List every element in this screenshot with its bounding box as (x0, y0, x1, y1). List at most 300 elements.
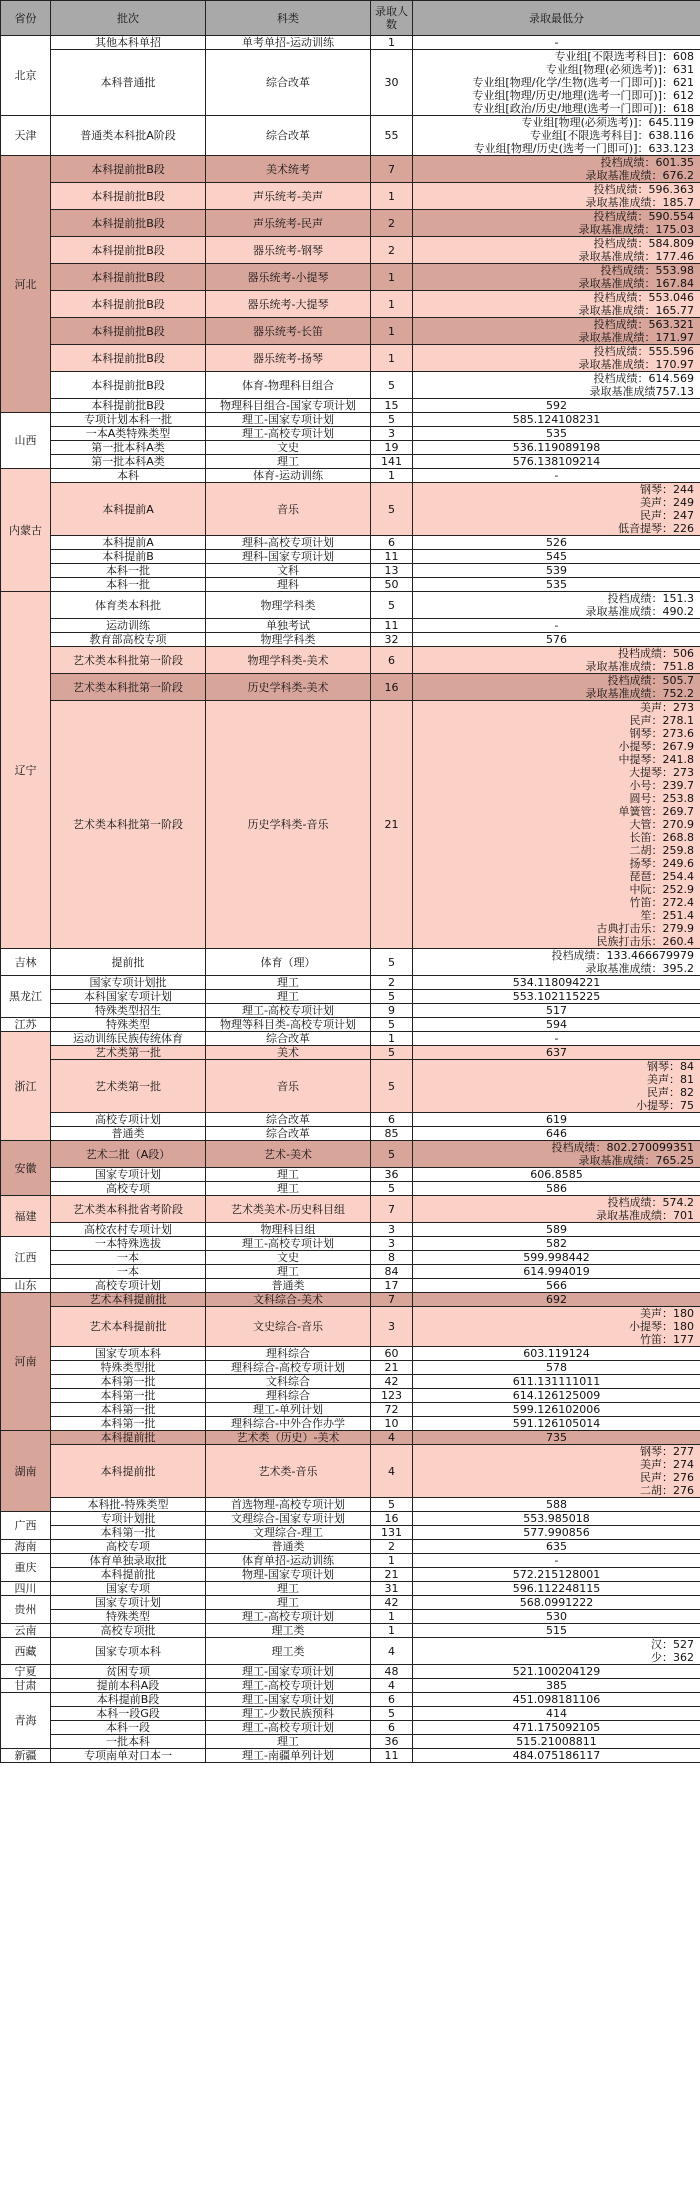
batch-cell: 本科提前批B段 (51, 399, 206, 413)
table-row (1, 455, 700, 469)
min-score-cell (413, 183, 700, 210)
count-cell: 16 (371, 1512, 413, 1526)
score-line: 录取基准成绩：490.2 (585, 605, 694, 618)
batch-cell: 高校专项计划 (51, 1113, 206, 1127)
subject-cell: 理科综合-中外合作办学 (206, 1417, 371, 1431)
subject-cell: 体育（理） (206, 949, 371, 976)
subject-cell: 单考单招-运动训练 (206, 36, 371, 50)
score-line: 民声：247 (640, 509, 694, 522)
subject-cell: 理工-南疆单列计划 (206, 1749, 371, 1763)
count-cell: 3 (371, 1307, 413, 1347)
min-score-cell (413, 564, 700, 578)
count-cell: 13 (371, 564, 413, 578)
count-cell: 1 (371, 345, 413, 372)
score-line: 小号：239.7 (629, 779, 694, 792)
subject-cell: 器乐统考-长笛 (206, 318, 371, 345)
min-score-cell (413, 455, 700, 469)
count-cell: 10 (371, 1417, 413, 1431)
batch-cell: 国家专项本科 (51, 1347, 206, 1361)
subject-cell: 理工-高校专项计划 (206, 1679, 371, 1693)
batch-cell: 本科提前A (51, 536, 206, 550)
batch-cell: 特殊类型招生 (51, 1004, 206, 1018)
score-line: 484.075186117 (512, 1749, 601, 1762)
score-line: 投档成绩：614.569 (593, 372, 694, 385)
count-cell: 123 (371, 1389, 413, 1403)
min-score-cell (413, 156, 700, 183)
batch-cell: 艺术类本科批第一阶段 (51, 674, 206, 701)
batch-cell: 本科提前批B段 (51, 210, 206, 237)
table-row (1, 592, 700, 619)
min-score-cell (413, 1707, 700, 1721)
count-cell: 19 (371, 441, 413, 455)
min-score-cell (413, 1431, 700, 1445)
subject-cell: 文理综合-理工 (206, 1526, 371, 1540)
subject-cell: 文史 (206, 441, 371, 455)
table-row (1, 427, 700, 441)
subject-cell: 物理等科目类-高校专项计划 (206, 1018, 371, 1032)
batch-cell: 本科提前批 (51, 1568, 206, 1582)
count-cell: 5 (371, 592, 413, 619)
province-cell: 重庆 (1, 1554, 51, 1582)
table-row (1, 1693, 700, 1707)
score-line: 录取基准成绩：177.46 (578, 250, 694, 263)
count-cell: 4 (371, 1445, 413, 1498)
min-score-cell (413, 36, 700, 50)
batch-cell: 本科提前批B段 (51, 237, 206, 264)
score-line: 530 (546, 1610, 567, 1623)
batch-cell: 高校农村专项计划 (51, 1223, 206, 1237)
count-cell: 7 (371, 1293, 413, 1307)
subject-cell: 理科 (206, 578, 371, 592)
score-line: 471.175092105 (512, 1721, 601, 1734)
score-line: 568.0991222 (519, 1596, 594, 1609)
batch-cell: 本科一批 (51, 564, 206, 578)
score-line: - (554, 619, 559, 632)
min-score-cell (413, 264, 700, 291)
table-row (1, 210, 700, 237)
subject-cell: 物理科目组合-国家专项计划 (206, 399, 371, 413)
count-cell: 17 (371, 1279, 413, 1293)
table-row (1, 291, 700, 318)
score-line: 646 (546, 1127, 567, 1140)
batch-cell: 本科普通批 (51, 50, 206, 116)
score-line: 低音提琴：226 (618, 522, 694, 535)
count-cell: 16 (371, 674, 413, 701)
header-row (1, 1, 700, 36)
province-cell: 海南 (1, 1540, 51, 1554)
score-line: 635 (546, 1540, 567, 1553)
batch-cell: 特殊类型 (51, 1610, 206, 1624)
count-cell: 60 (371, 1347, 413, 1361)
table-row (1, 1512, 700, 1526)
subject-cell: 艺术类-音乐 (206, 1445, 371, 1498)
batch-cell: 艺术类本科批第一阶段 (51, 647, 206, 674)
count-cell: 31 (371, 1582, 413, 1596)
subject-cell: 理科-高校专项计划 (206, 536, 371, 550)
subject-cell: 艺术-美术 (206, 1141, 371, 1168)
score-line: 594 (546, 1018, 567, 1031)
province-cell: 山西 (1, 413, 51, 469)
score-line: 民声：276 (640, 1471, 694, 1484)
table-row (1, 619, 700, 633)
score-line: 515.21008811 (516, 1735, 597, 1748)
min-score-cell (413, 701, 700, 949)
count-cell: 42 (371, 1596, 413, 1610)
batch-cell: 第一批本科A类 (51, 455, 206, 469)
score-line: 534.118094221 (512, 976, 601, 989)
table-row (1, 1638, 700, 1665)
table-row (1, 633, 700, 647)
table-row (1, 1749, 700, 1763)
score-line: 美声：274 (640, 1458, 694, 1471)
table-row (1, 550, 700, 564)
batch-cell: 一本特殊选拔 (51, 1237, 206, 1251)
table-row (1, 1610, 700, 1624)
min-score-cell (413, 1417, 700, 1431)
min-score-cell (413, 1182, 700, 1196)
batch-cell: 本科第一批 (51, 1403, 206, 1417)
subject-cell: 文科 (206, 564, 371, 578)
min-score-cell (413, 345, 700, 372)
subject-cell: 理工 (206, 1596, 371, 1610)
min-score-cell (413, 1679, 700, 1693)
score-line: 614.994019 (523, 1265, 590, 1278)
batch-cell: 教育部高校专项 (51, 633, 206, 647)
min-score-cell (413, 550, 700, 564)
batch-cell: 本科提前B (51, 550, 206, 564)
min-score-cell (413, 1293, 700, 1307)
table-row (1, 949, 700, 976)
score-line: 投档成绩：553.046 (593, 291, 694, 304)
score-line: 589 (546, 1223, 567, 1236)
score-line: 专业组[不限选考科目]：608 (554, 50, 694, 63)
score-line: 长笛：268.8 (629, 831, 694, 844)
count-cell: 1 (371, 1624, 413, 1638)
subject-cell: 器乐统考-钢琴 (206, 237, 371, 264)
table-row (1, 1182, 700, 1196)
min-score-cell (413, 1610, 700, 1624)
province-cell: 河北 (1, 156, 51, 413)
score-line: 585.124108231 (512, 413, 601, 426)
subject-cell: 体育单招-运动训练 (206, 1554, 371, 1568)
score-line: 637 (546, 1046, 567, 1059)
table-row (1, 1498, 700, 1512)
subject-cell: 理工类 (206, 1638, 371, 1665)
subject-cell: 理工 (206, 455, 371, 469)
province-cell: 云南 (1, 1624, 51, 1638)
batch-cell: 本科提前批B段 (51, 345, 206, 372)
subject-cell: 理工-高校专项计划 (206, 1610, 371, 1624)
score-line: 钢琴：277 (640, 1445, 694, 1458)
min-score-cell (413, 990, 700, 1004)
count-cell: 141 (371, 455, 413, 469)
min-score-cell (413, 441, 700, 455)
score-line: 603.119124 (523, 1347, 590, 1360)
count-cell: 6 (371, 647, 413, 674)
count-cell: 1 (371, 1610, 413, 1624)
batch-cell: 本科一段G段 (51, 1707, 206, 1721)
batch-cell: 运动训练 (51, 619, 206, 633)
min-score-cell (413, 413, 700, 427)
subject-cell: 物理学科类 (206, 633, 371, 647)
table-row (1, 976, 700, 990)
table-row (1, 237, 700, 264)
table-row (1, 1403, 700, 1417)
score-line: 414 (546, 1707, 567, 1720)
score-line: 钢琴：273.6 (629, 727, 694, 740)
min-score-cell (413, 50, 700, 116)
score-line: 553.102115225 (512, 990, 601, 1003)
batch-cell: 第一批本科A类 (51, 441, 206, 455)
province-cell: 甘肃 (1, 1679, 51, 1693)
batch-cell: 高校专项 (51, 1540, 206, 1554)
score-line: 599.126102006 (512, 1403, 601, 1416)
count-cell: 5 (371, 1707, 413, 1721)
score-line: 笙：251.4 (640, 909, 694, 922)
table-row (1, 1582, 700, 1596)
score-line: 586 (546, 1182, 567, 1195)
batch-cell: 特殊类型批 (51, 1361, 206, 1375)
score-line: 596.112248115 (512, 1582, 601, 1595)
province-cell: 宁夏 (1, 1665, 51, 1679)
batch-cell: 体育类本科批 (51, 592, 206, 619)
count-cell: 1 (371, 469, 413, 483)
province-cell: 黑龙江 (1, 976, 51, 1018)
min-score-cell (413, 1526, 700, 1540)
score-line: 385 (546, 1679, 567, 1692)
batch-cell: 高校专项计划 (51, 1279, 206, 1293)
min-score-cell (413, 1721, 700, 1735)
score-line: 535 (546, 427, 567, 440)
subject-cell: 理工-高校专项计划 (206, 427, 371, 441)
score-line: 单簧管：269.7 (618, 805, 694, 818)
table-row (1, 318, 700, 345)
min-score-cell (413, 1389, 700, 1403)
min-score-cell (413, 647, 700, 674)
batch-cell: 国家专项计划 (51, 1168, 206, 1182)
min-score-cell (413, 427, 700, 441)
province-cell: 四川 (1, 1582, 51, 1596)
subject-cell: 理工 (206, 1582, 371, 1596)
score-line: 投档成绩：574.2 (607, 1196, 694, 1209)
batch-cell: 特殊类型 (51, 1018, 206, 1032)
batch-cell: 高校专项批 (51, 1624, 206, 1638)
table-row (1, 413, 700, 427)
subject-cell: 文史 (206, 1251, 371, 1265)
subject-cell: 综合改革 (206, 1113, 371, 1127)
batch-cell: 本科提前批B段 (51, 372, 206, 399)
subject-cell: 理工 (206, 1735, 371, 1749)
batch-cell: 国家专项本科 (51, 1638, 206, 1665)
batch-cell: 一批本科 (51, 1735, 206, 1749)
min-score-cell (413, 1251, 700, 1265)
batch-cell: 一本 (51, 1251, 206, 1265)
min-score-cell (413, 1347, 700, 1361)
count-cell: 3 (371, 427, 413, 441)
batch-cell: 本科提前B段 (51, 1693, 206, 1707)
score-line: 535 (546, 578, 567, 591)
min-score-cell (413, 1568, 700, 1582)
score-line: 录取基准成绩：175.03 (578, 223, 694, 236)
min-score-cell (413, 1060, 700, 1113)
subject-cell: 理工-单列计划 (206, 1403, 371, 1417)
score-line: 民声：82 (647, 1086, 694, 1099)
min-score-cell (413, 1665, 700, 1679)
batch-cell: 本科提前批B段 (51, 183, 206, 210)
batch-cell: 本科提前批 (51, 1445, 206, 1498)
subject-cell: 体育-物理科目组合 (206, 372, 371, 399)
subject-cell: 综合改革 (206, 50, 371, 116)
score-line: 二胡：259.8 (629, 844, 694, 857)
province-cell: 辽宁 (1, 592, 51, 949)
table-row (1, 647, 700, 674)
table-row (1, 1624, 700, 1638)
table-row (1, 1279, 700, 1293)
batch-cell: 一本 (51, 1265, 206, 1279)
score-line: 投档成绩：553.98 (600, 264, 694, 277)
min-score-cell (413, 633, 700, 647)
batch-cell: 普通类本科批A阶段 (51, 116, 206, 156)
table-row (1, 469, 700, 483)
batch-cell: 艺术类第一批 (51, 1046, 206, 1060)
table-row (1, 1196, 700, 1223)
batch-cell: 艺术类第一批 (51, 1060, 206, 1113)
table-row (1, 1265, 700, 1279)
table-row (1, 116, 700, 156)
count-cell: 7 (371, 1196, 413, 1223)
score-line: 小提琴：180 (629, 1320, 694, 1333)
province-cell: 西藏 (1, 1638, 51, 1665)
subject-cell: 体育-运动训练 (206, 469, 371, 483)
count-cell: 1 (371, 1032, 413, 1046)
score-line: 692 (546, 1293, 567, 1306)
count-cell: 5 (371, 949, 413, 976)
min-score-cell (413, 372, 700, 399)
min-score-cell (413, 1141, 700, 1168)
province-cell: 河南 (1, 1293, 51, 1431)
subject-cell: 理工类 (206, 1624, 371, 1638)
count-cell: 1 (371, 1554, 413, 1568)
header-count: 录取人数 (371, 1, 413, 36)
table-row (1, 1113, 700, 1127)
table-row (1, 1596, 700, 1610)
score-line: 投档成绩：505.7 (607, 674, 694, 687)
score-line: 录取基准成绩：765.25 (578, 1154, 694, 1167)
province-cell: 山东 (1, 1279, 51, 1293)
subject-cell: 理工-高校专项计划 (206, 1004, 371, 1018)
table-row (1, 1554, 700, 1568)
batch-cell: 本科第一批 (51, 1417, 206, 1431)
table-row (1, 701, 700, 949)
score-line: 录取基准成绩：752.2 (585, 687, 694, 700)
min-score-cell (413, 1361, 700, 1375)
count-cell: 5 (371, 1046, 413, 1060)
score-line: 投档成绩：506 (618, 647, 694, 660)
batch-cell: 提前本科A段 (51, 1679, 206, 1693)
score-line: 576.138109214 (512, 455, 601, 468)
count-cell: 5 (371, 990, 413, 1004)
table-row (1, 1679, 700, 1693)
score-line: 录取基准成绩：170.97 (578, 358, 694, 371)
count-cell: 5 (371, 483, 413, 536)
table-row (1, 483, 700, 536)
subject-cell: 理科-国家专项计划 (206, 550, 371, 564)
subject-cell: 综合改革 (206, 1127, 371, 1141)
score-line: 536.119089198 (512, 441, 601, 454)
count-cell: 5 (371, 1182, 413, 1196)
count-cell: 2 (371, 976, 413, 990)
min-score-cell (413, 1307, 700, 1347)
table-row (1, 1046, 700, 1060)
count-cell: 1 (371, 183, 413, 210)
min-score-cell (413, 399, 700, 413)
count-cell: 1 (371, 291, 413, 318)
score-line: 琵琶：254.4 (629, 870, 694, 883)
subject-cell: 理工-高校专项计划 (206, 1721, 371, 1735)
subject-cell: 器乐统考-大提琴 (206, 291, 371, 318)
min-score-cell (413, 1375, 700, 1389)
count-cell: 11 (371, 619, 413, 633)
header-min-score: 录取最低分 (413, 1, 700, 36)
batch-cell: 国家专项计划 (51, 1596, 206, 1610)
count-cell: 48 (371, 1665, 413, 1679)
min-score-cell (413, 318, 700, 345)
batch-cell: 本科提前批 (51, 1431, 206, 1445)
subject-cell: 文科综合-美术 (206, 1293, 371, 1307)
score-line: 专业组[物理(必须选考)]：645.119 (521, 116, 694, 129)
count-cell: 5 (371, 1498, 413, 1512)
min-score-cell (413, 1554, 700, 1568)
province-cell: 湖南 (1, 1431, 51, 1512)
count-cell: 5 (371, 413, 413, 427)
score-line: 古典打击乐：279.9 (596, 922, 694, 935)
batch-cell: 本科提前批B段 (51, 264, 206, 291)
count-cell: 55 (371, 116, 413, 156)
table-row (1, 536, 700, 550)
batch-cell: 本科提前批B段 (51, 318, 206, 345)
count-cell: 11 (371, 1749, 413, 1763)
score-line: 美声：273 (640, 701, 694, 714)
score-line: 录取基准成绩：185.7 (585, 196, 694, 209)
score-line: 553.985018 (523, 1512, 590, 1525)
batch-cell: 本科一批 (51, 578, 206, 592)
score-line: 圆号：253.8 (629, 792, 694, 805)
batch-cell: 贫困专项 (51, 1665, 206, 1679)
subject-cell: 历史学科类-美术 (206, 674, 371, 701)
score-line: 539 (546, 564, 567, 577)
count-cell: 11 (371, 550, 413, 564)
score-line: 民族打击乐：260.4 (596, 935, 694, 948)
subject-cell: 艺术类（历史）-美术 (206, 1431, 371, 1445)
min-score-cell (413, 483, 700, 536)
count-cell: 2 (371, 1540, 413, 1554)
table-row (1, 1707, 700, 1721)
score-line: 录取基准成绩：165.77 (578, 304, 694, 317)
table-row (1, 1361, 700, 1375)
score-line: 小提琴：267.9 (618, 740, 694, 753)
count-cell: 36 (371, 1735, 413, 1749)
table-row (1, 1223, 700, 1237)
subject-cell: 综合改革 (206, 1032, 371, 1046)
table-row (1, 578, 700, 592)
min-score-cell (413, 1693, 700, 1707)
min-score-cell (413, 578, 700, 592)
score-line: 民声：278.1 (629, 714, 694, 727)
table-row (1, 372, 700, 399)
count-cell: 5 (371, 1141, 413, 1168)
score-line: 投档成绩：151.3 (607, 592, 694, 605)
table-row (1, 264, 700, 291)
